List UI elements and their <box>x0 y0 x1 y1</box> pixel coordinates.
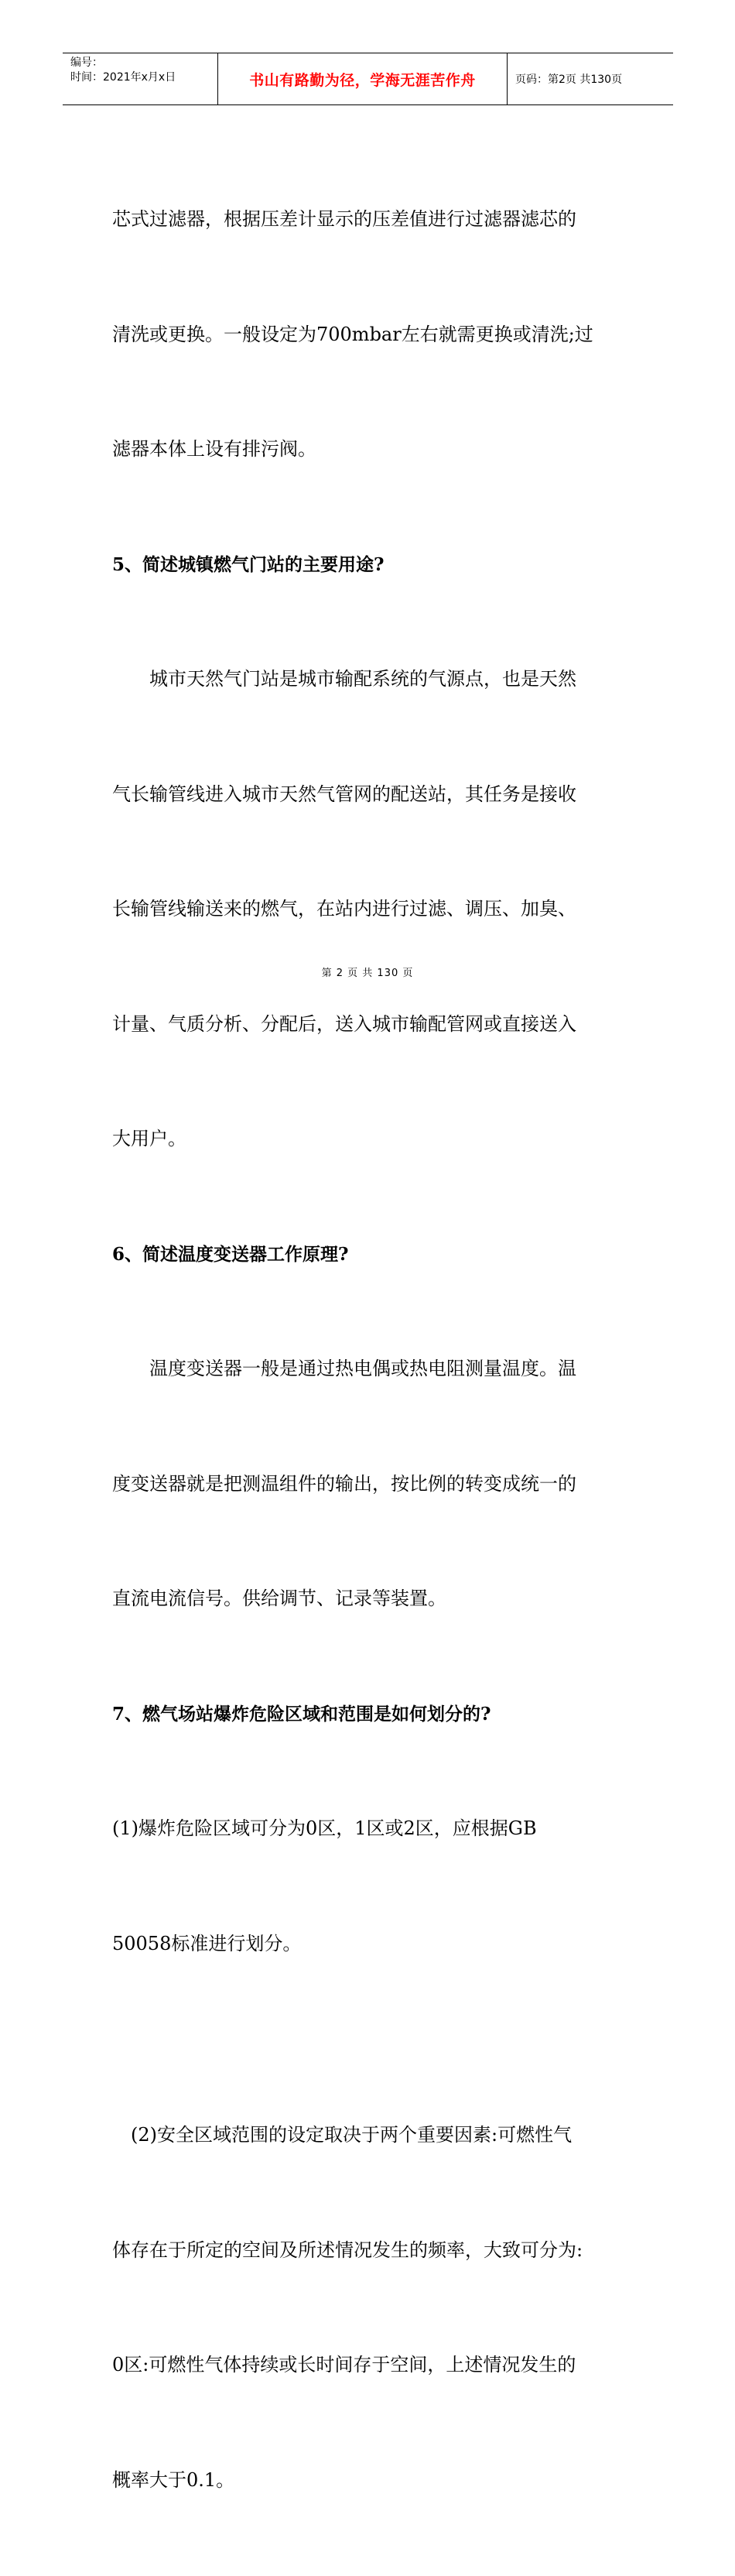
paragraph-gate-station <box>112 584 627 1235</box>
text-line: 直流电流信号。供给调节、记录等装置。 <box>112 1588 446 1609</box>
text-line: (1)爆炸危险区域可分为0区，1区或2区，应根据GB <box>112 1817 537 1839</box>
text-line: 概率大于0.1。 <box>112 2468 235 2491</box>
text-line: 计量、气质分析、分配后，送入城市输配管网或直接送入 <box>112 1012 576 1035</box>
text-line: 度变送器就是把测温组件的输出，按比例的转变成统一的 <box>112 1472 576 1495</box>
paragraph-hazard-zones <box>112 1733 627 2040</box>
page-footer: 第 2 页 共 130 页 <box>321 968 414 979</box>
document-time-label: 时间：2021年x月x日 <box>70 71 176 84</box>
paragraph-temperature-transmitter <box>112 1273 627 1695</box>
text-line: 温度变送器一般是通过热电偶或热电阻测量温度。温 <box>112 1358 576 1379</box>
text-line: 大用户。 <box>112 1128 186 1149</box>
question-heading-5: 5、简述城镇燃气门站的主要用途? <box>112 553 385 575</box>
text-line: 滤器本体上设有排污阀。 <box>112 438 316 460</box>
document-body <box>112 124 627 2576</box>
page-header <box>63 53 673 105</box>
paragraph-safety-range <box>112 2040 627 2576</box>
text-line: 体存在于所定的空间及所述情况发生的频率，大致可分为: <box>112 2239 583 2261</box>
question-heading-6: 6、简述温度变送器工作原理? <box>112 1243 349 1265</box>
paragraph-filter <box>112 124 627 546</box>
header-motto-cell <box>217 53 508 104</box>
question-heading-7: 7、燃气场站爆炸危险区域和范围是如何划分的? <box>112 1703 491 1725</box>
text-line: 气长输管线进入城市天然气管网的配送站，其任务是接收 <box>112 783 576 805</box>
text-line: (2)安全区域范围的设定取决于两个重要因素:可燃性气 <box>112 2124 573 2146</box>
header-page-info: 页码：第2页 共130页 <box>515 74 623 86</box>
text-line: 芯式过滤器，根据压差计显示的压差值进行过滤器滤芯的 <box>112 208 576 230</box>
header-page-info-cell <box>508 53 673 104</box>
document-number-label: 编号： <box>70 57 103 69</box>
text-line: 清洗或更换。一般设定为700mbar左右就需更换或清洗;过 <box>112 323 593 345</box>
header-motto: 书山有路勤为径，学海无涯苦作舟 <box>249 71 476 89</box>
text-line: 0区:可燃性气体持续或长时间存于空间，上述情况发生的 <box>112 2354 576 2376</box>
text-line: 城市天然气门站是城市输配系统的气源点，也是天然 <box>112 668 576 690</box>
text-line: 50058标准进行划分。 <box>112 1932 302 1954</box>
header-meta <box>63 53 217 104</box>
text-line: 长输管线输送来的燃气，在站内进行过滤、调压、加臭、 <box>112 898 576 920</box>
